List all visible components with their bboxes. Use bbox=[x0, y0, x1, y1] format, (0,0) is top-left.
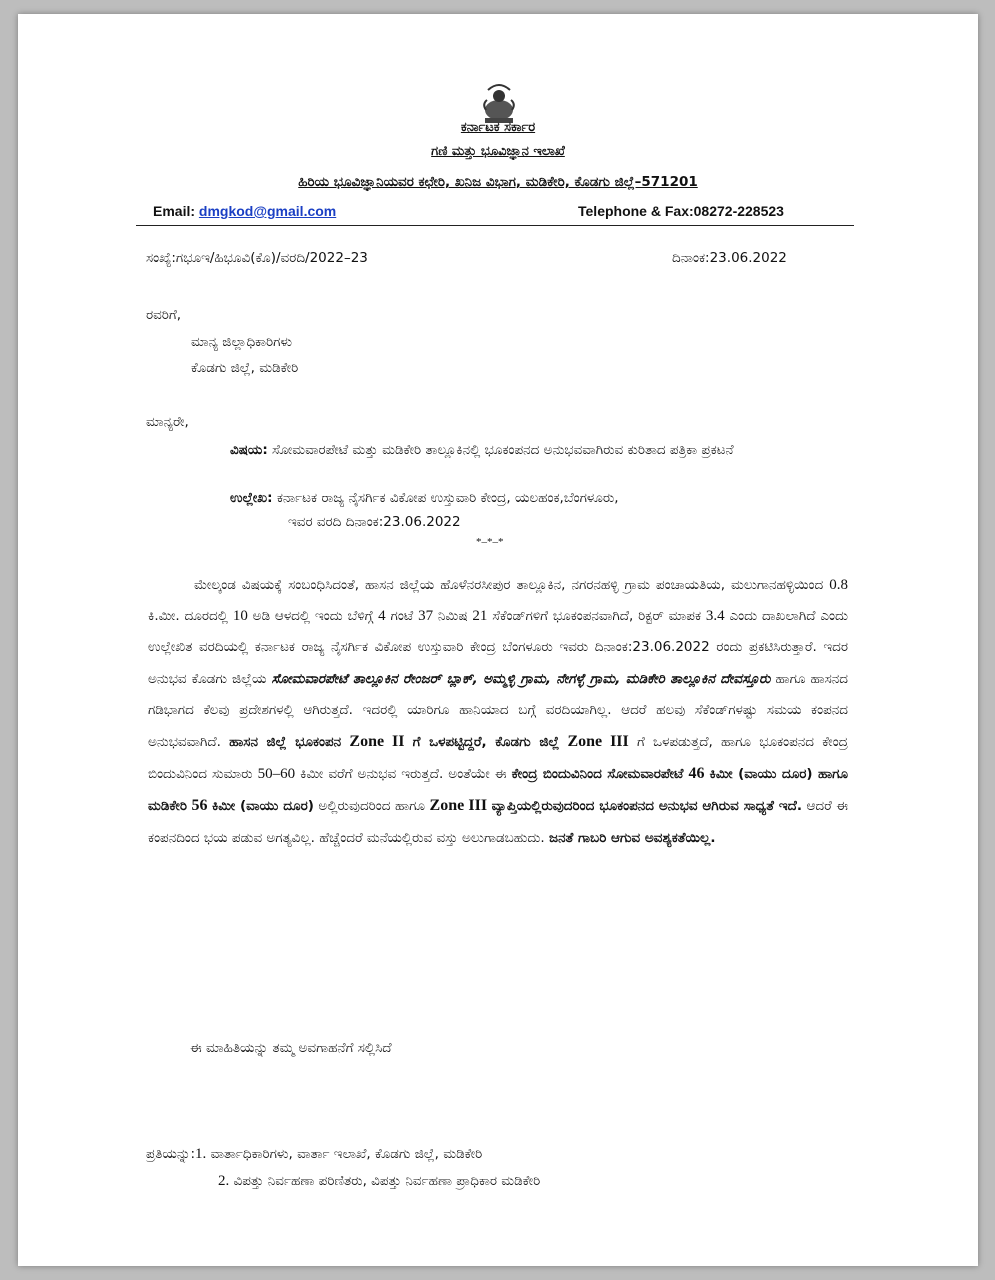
recipient-line1: ಮಾನ್ಯ ಜಿಲ್ಲಾಧಿಕಾರಿಗಳು bbox=[191, 334, 293, 350]
letter-date: ದಿನಾಂಕ:23.06.2022 bbox=[672, 250, 787, 266]
reference-note-line1: ಉಲ್ಲೇಖ: ಕರ್ನಾಟಕ ರಾಜ್ಯ ನೈಸರ್ಗಿಕ ವಿಕೋಪ ಉಸ್ತುವಾರಿ ಕೇಂದ್ರ, ಯಲಹಂಕ,ಬೆಂಗಳೂರು, bbox=[230, 490, 619, 506]
email-line bbox=[153, 203, 336, 219]
copies-label: ಪ್ರತಿಯನ್ನು: bbox=[146, 1146, 196, 1162]
copy-item-2: 2. ವಿಪತ್ತು ನಿರ್ವಹಣಾ ಪರಿಣಿತರು, ವಿಪತ್ತು ನಿರ್ವಹಣಾ ಪ್ರಾಧಿಕಾರ ಮಡಿಕೇರಿ bbox=[218, 1173, 541, 1189]
subject-block bbox=[230, 438, 850, 462]
reference-number: ಸಂಖ್ಯೆ:ಗಭೂಇ/ಹಿಭೂವಿ(ಕೊ)/ವರದಿ/2022–23 bbox=[146, 250, 368, 266]
salutation: ಮಾನ್ಯರೇ, bbox=[146, 414, 189, 430]
copy-item-1: ಪ್ರತಿಯನ್ನು:1. ವಾರ್ತಾಧಿಕಾರಿಗಳು, ವಾರ್ತಾ ಇಲಾಖೆ, ಕೊಡಗು ಜಿಲ್ಲೆ, ಮಡಿಕೇರಿ bbox=[146, 1146, 483, 1162]
reference-note-label: ಉಲ್ಲೇಖ: bbox=[230, 490, 273, 506]
reference-note-line2: ಇವರ ವರದಿ ದಿನಾಂಕ:23.06.2022 bbox=[288, 514, 461, 530]
email-label: Email: bbox=[153, 203, 196, 219]
telephone-fax: Telephone & Fax:08272-228523 bbox=[578, 203, 784, 219]
email-link[interactable]: dmgkod@gmail.com bbox=[198, 203, 337, 219]
recipient-line2: ಕೊಡಗು ಜಿಲ್ಲೆ, ಮಡಿಕೇರಿ bbox=[191, 360, 299, 376]
subject-label: ವಿಷಯ: bbox=[230, 442, 268, 458]
department-title: ಗಣಿ ಮತ್ತು ಭೂವಿಜ್ಞಾನ ಇಲಾಖೆ bbox=[431, 144, 565, 159]
header-divider bbox=[136, 225, 854, 226]
government-title: ಕರ್ನಾಟಕ ಸರ್ಕಾರ bbox=[460, 120, 536, 135]
office-address: ಹಿರಿಯ ಭೂವಿಜ್ಞಾನಿಯವರ ಕಛೇರಿ, ಖನಿಜ ವಿಭಾಗ, ಮಡಿಕೇರಿ, ಕೊಡಗು ಜಿಲ್ಲೆ–571201 bbox=[298, 174, 698, 190]
closing-line: ಈ ಮಾಹಿತಿಯನ್ನು ತಮ್ಮ ಅವಗಾಹನೆಗೆ ಸಲ್ಲಿಸಿದೆ bbox=[190, 1040, 392, 1056]
body-paragraph: ಮೇಲ್ಕಂಡ ವಿಷಯಕ್ಕೆ ಸಂಬಂಧಿಸಿದಂತೆ, ಹಾಸನ ಜಿಲ್ಲೆಯ ಹೊಳೆನರಸೀಪುರ ತಾಲ್ಲೂಕಿನ, ನಗರನಹಳ್ಳಿ ಗ್ರಾಮ ಪಂಚಾಯತಿಯ, ಮಲುಗಾನಹಳ್ಳಿಯಿಂದ 0.8 ಕಿ.ಮೀ. ದೂರದಲ್ಲಿ 10 ಅಡಿ ಆಳದಲ್ಲಿ ಇಂದು ಬೆಳಿಗ್ಗೆ 4 ಗಂಟೆ 37 ನಿಮಿಷ 21 ಸೆಕೆಂಡ್‌ಗಳಿಗೆ ಭೂಕಂಪನವಾಗಿದೆ, ರಿಕ್ಟರ್ ಮಾಪಕ 3.4 ಎಂದು ದಾಖಲಾಗಿದೆ ಎಂದು ಉಲ್ಲೇಖಿತ ವರದಿಯಲ್ಲಿ ಕರ್ನಾಟಕ ರಾಜ್ಯ ನೈಸರ್ಗಿಕ ವಿಕೋಪ ಉಸ್ತುವಾರಿ ಕೇಂದ್ರ ಬೆಂಗಳೂರು ಇವರು ದಿನಾಂಕ:23.06.2022 ರಂದು ಪ್ರಕಟಿಸಿರುತ್ತಾರೆ. ಇದರ ಅನುಭವ ಕೊಡಗು ಜಿಲ್ಲೆಯ ಸೋಮವಾರಪೇಟೆ ತಾಲ್ಲೂಕಿನ ರೇಂಜರ್ ಬ್ಲಾಕ್, ಅಮ್ಮಳ್ಳಿ ಗ್ರಾಮ, ನೇಗಳ್ಳೆ ಗ್ರಾಮ, ಮಡಿಕೇರಿ ತಾಲ್ಲೂಕಿನ ದೇವಸ್ತೂರು ಹಾಗೂ ಹಾಸನದ ಗಡಿಭಾಗದ ಕೆಲವು ಪ್ರದೇಶಗಳಲ್ಲಿ ಆಗಿರುತ್ತದೆ. ಇದರಲ್ಲಿ ಯಾರಿಗೂ ಹಾನಿಯಾದ ಬಗ್ಗೆ ವರದಿಯಾಗಿಲ್ಲ. ಆದರೆ ಹಲವು ಸೆಕೆಂಡ್‌ಗಳಷ್ಟು ಸಮಯ ಕಂಪನದ ಅನುಭವವಾಗಿದೆ. ಹಾಸನ ಜಿಲ್ಲೆ ಭೂಕಂಪನ Zone II ಗೆ ಒಳಪಟ್ಟಿದ್ದರೆ, ಕೊಡಗು ಜಿಲ್ಲೆ Zone III ಗೆ ಒಳಪಡುತ್ತದೆ, ಹಾಗೂ ಭೂಕಂಪನದ ಕೇಂದ್ರ ಬಿಂದುವಿನಿಂದ ಸುಮಾರು 50–60 ಕಿಮೀ ವರೆಗೆ ಅನುಭವ ಇರುತ್ತದೆ. ಅಂತೆಯೇ ಈ ಕೇಂದ್ರ ಬಿಂದುವಿನಿಂದ ಸೋಮವಾರಪೇಟೆ 46 ಕಿಮೀ (ವಾಯು ದೂರ) ಹಾಗೂ ಮಡಿಕೇರಿ 56 ಕಿಮೀ (ವಾಯು ದೂರ) ಅಲ್ಲಿರುವುದರಿಂದ ಹಾಗೂ Zone III ವ್ಯಾಪ್ತಿಯಲ್ಲಿರುವುದರಿಂದ ಭೂಕಂಪನದ ಅನುಭವ ಆಗಿರುವ ಸಾಧ್ಯತೆ ಇದೆ. ಆದರೆ ಈ ಕಂಪನದಿಂದ ಭಯ ಪಡುವ ಅಗತ್ಯವಿಲ್ಲ. ಹೆಚ್ಚೆಂದರೆ ಮನೆಯಲ್ಲಿರುವ ವಸ್ತು ಅಲುಗಾಡಬಹುದು. ಜನತೆ ಗಾಬರಿ ಆಗುವ ಅವಶ್ಯಕತೆಯಿಲ್ಲ. bbox=[148, 577, 849, 846]
subject-text: ಸೋಮವಾರಪೇಟೆ ಮತ್ತು ಮಡಿಕೇರಿ ತಾಲ್ಲೂಕಿನಲ್ಲಿ ಭೂಕಂಪನದ ಅನುಭವವಾಗಿರುವ ಕುರಿತಾದ ಪತ್ರಿಕಾ ಪ್ರಕಟನೆ bbox=[272, 442, 734, 458]
letter-page bbox=[18, 14, 978, 1266]
separator: *–*–* bbox=[476, 536, 504, 548]
recipient-to: ರವರಿಗೆ, bbox=[146, 307, 182, 323]
